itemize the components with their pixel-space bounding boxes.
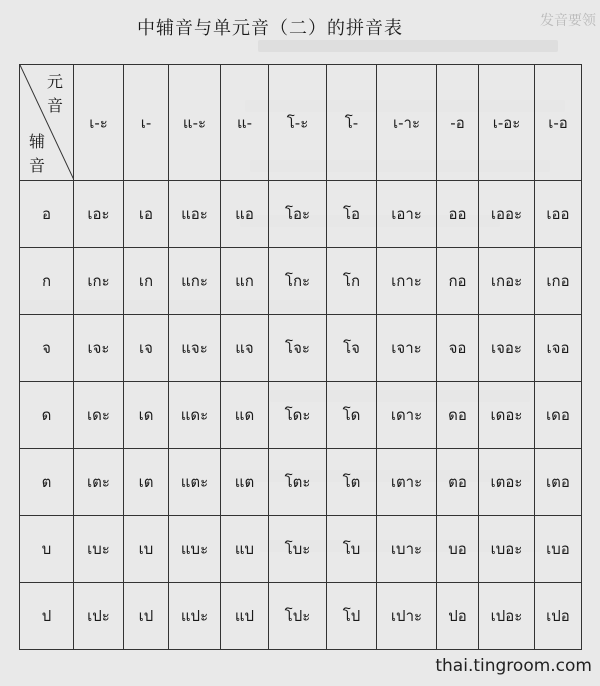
vowel-header-cell: โ-ะ [269, 65, 327, 181]
syllable-cell: แด [221, 382, 269, 449]
vowel-header-cell: -อ [437, 65, 479, 181]
pinyin-table [19, 64, 582, 650]
consonant-cell: ต [20, 449, 74, 516]
syllable-cell: เกาะ [377, 248, 437, 315]
syllable-cell: เอาะ [377, 181, 437, 248]
syllable-cell: โดะ [269, 382, 327, 449]
syllable-cell: แต [221, 449, 269, 516]
syllable-cell: โอะ [269, 181, 327, 248]
vowel-header-cell: เ-ะ [74, 65, 124, 181]
table-row [20, 181, 582, 248]
syllable-cell: แอ [221, 181, 269, 248]
syllable-cell: เดอ [535, 382, 582, 449]
syllable-cell: เตะ [74, 449, 124, 516]
table-row [20, 248, 582, 315]
syllable-cell: เตาะ [377, 449, 437, 516]
syllable-cell: โก [327, 248, 377, 315]
syllable-cell: โตะ [269, 449, 327, 516]
syllable-cell: เจอ [535, 315, 582, 382]
syllable-cell: เปอ [535, 583, 582, 650]
vowel-header-cell: เ-อ [535, 65, 582, 181]
syllable-cell: โกะ [269, 248, 327, 315]
table-row [20, 382, 582, 449]
syllable-cell: บอ [437, 516, 479, 583]
syllable-cell: แบ [221, 516, 269, 583]
syllable-cell: แจ [221, 315, 269, 382]
table-row [20, 516, 582, 583]
consonant-cell: ป [20, 583, 74, 650]
syllable-cell: เปะ [74, 583, 124, 650]
syllable-cell: เกอ [535, 248, 582, 315]
syllable-cell: เตอ [535, 449, 582, 516]
vowel-header-cell: เ-อะ [479, 65, 535, 181]
syllable-cell: เดะ [74, 382, 124, 449]
consonant-cell: จ [20, 315, 74, 382]
consonant-cell: บ [20, 516, 74, 583]
syllable-cell: โปะ [269, 583, 327, 650]
syllable-cell: โอ [327, 181, 377, 248]
syllable-cell: เบะ [74, 516, 124, 583]
syllable-cell: เจ [124, 315, 169, 382]
consonant-cell: อ [20, 181, 74, 248]
syllable-cell: เออ [535, 181, 582, 248]
syllable-cell: ตอ [437, 449, 479, 516]
consonant-cell: ก [20, 248, 74, 315]
table-row [20, 583, 582, 650]
syllable-cell: เอะ [74, 181, 124, 248]
consonant-cell: ด [20, 382, 74, 449]
syllable-cell: แตะ [169, 449, 221, 516]
syllable-cell: โด [327, 382, 377, 449]
vowel-header-cell: แ- [221, 65, 269, 181]
vowel-header-cell: เ-าะ [377, 65, 437, 181]
syllable-cell: เดอะ [479, 382, 535, 449]
consonant-label-bottom: 音 [29, 156, 46, 175]
syllable-cell: เบาะ [377, 516, 437, 583]
syllable-cell: เต [124, 449, 169, 516]
syllable-cell: เด [124, 382, 169, 449]
syllable-cell: กอ [437, 248, 479, 315]
table-row [20, 449, 582, 516]
syllable-cell: เปาะ [377, 583, 437, 650]
syllable-cell: แก [221, 248, 269, 315]
syllable-cell: ดอ [437, 382, 479, 449]
syllable-cell: เตอะ [479, 449, 535, 516]
syllable-cell: โจะ [269, 315, 327, 382]
syllable-cell: แปะ [169, 583, 221, 650]
syllable-cell: เกะ [74, 248, 124, 315]
syllable-cell: ออ [437, 181, 479, 248]
syllable-cell: เปอะ [479, 583, 535, 650]
syllable-cell: แดะ [169, 382, 221, 449]
syllable-cell: ปอ [437, 583, 479, 650]
syllable-cell: โจ [327, 315, 377, 382]
syllable-cell: โบ [327, 516, 377, 583]
vowel-label-bottom: 音 [47, 96, 64, 115]
syllable-cell: โบะ [269, 516, 327, 583]
syllable-cell: เบ [124, 516, 169, 583]
bleed-through-heading: 发音要领 [540, 13, 596, 29]
vowel-header-cell: เ- [124, 65, 169, 181]
vowel-header-cell: แ-ะ [169, 65, 221, 181]
syllable-cell: แกะ [169, 248, 221, 315]
syllable-cell: เจะ [74, 315, 124, 382]
consonant-label-top: 辅 [29, 132, 46, 151]
syllable-cell: เออะ [479, 181, 535, 248]
syllable-cell: โป [327, 583, 377, 650]
vowel-label-top: 元 [47, 72, 64, 91]
syllable-cell: เอ [124, 181, 169, 248]
syllable-cell: จอ [437, 315, 479, 382]
syllable-cell: เกอะ [479, 248, 535, 315]
syllable-cell: เดาะ [377, 382, 437, 449]
syllable-cell: เก [124, 248, 169, 315]
syllable-cell: โต [327, 449, 377, 516]
table-row [20, 315, 582, 382]
syllable-cell: เบอ [535, 516, 582, 583]
syllable-cell: เป [124, 583, 169, 650]
watermark: thai.tingroom.com [435, 656, 592, 676]
corner-header-cell [20, 65, 74, 181]
syllable-cell: เบอะ [479, 516, 535, 583]
page-title: 中辅音与单元音（二）的拼音表 [137, 18, 403, 39]
syllable-cell: แจะ [169, 315, 221, 382]
vowel-header-cell: โ- [327, 65, 377, 181]
syllable-cell: แบะ [169, 516, 221, 583]
syllable-cell: แอะ [169, 181, 221, 248]
syllable-cell: แป [221, 583, 269, 650]
syllable-cell: เจอะ [479, 315, 535, 382]
syllable-cell: เจาะ [377, 315, 437, 382]
